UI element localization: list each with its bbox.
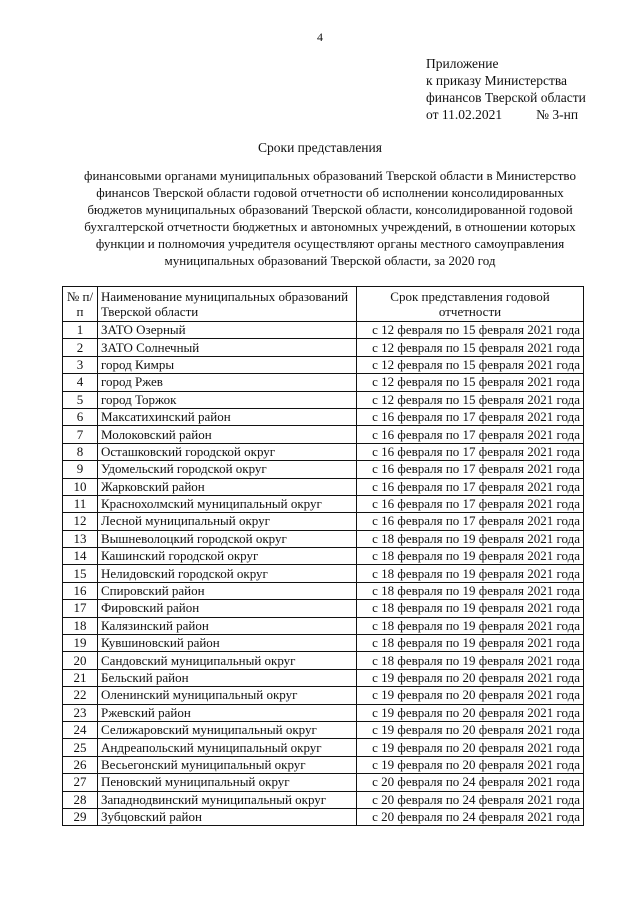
row-number: 8 [63,443,98,460]
row-number: 23 [63,704,98,721]
row-number: 3 [63,356,98,373]
row-municipality: Бельский район [98,669,357,686]
table-header-row [63,287,584,322]
table-row [63,808,584,825]
row-term: с 18 февраля по 19 февраля 2021 года [357,582,584,599]
row-number: 27 [63,774,98,791]
row-term: с 19 февраля по 20 февраля 2021 года [357,756,584,773]
row-number: 19 [63,635,98,652]
row-municipality: Лесной муниципальный округ [98,513,357,530]
row-term: с 12 февраля по 15 февраля 2021 года [357,374,584,391]
row-number: 4 [63,374,98,391]
table-row [63,339,584,356]
row-municipality: Удомельский городской округ [98,461,357,478]
table-row [63,635,584,652]
table-row [63,408,584,425]
row-term: с 18 февраля по 19 февраля 2021 года [357,530,584,547]
appendix-date: от 11.02.2021 [426,107,503,122]
row-number: 14 [63,548,98,565]
row-number: 10 [63,478,98,495]
table-row [63,704,584,721]
table-row [63,426,584,443]
row-municipality: Ржевский район [98,704,357,721]
row-municipality: ЗАТО Озерный [98,322,357,339]
table-body [63,322,584,826]
table-row [63,600,584,617]
row-number: 26 [63,756,98,773]
row-term: с 12 февраля по 15 февраля 2021 года [357,356,584,373]
table-row [63,721,584,738]
table-row [63,461,584,478]
schedule-table [62,286,584,826]
row-term: с 18 февраля по 19 февраля 2021 года [357,617,584,634]
row-number: 16 [63,582,98,599]
table-row [63,322,584,339]
header-num: № п/п [63,287,98,322]
row-number: 20 [63,652,98,669]
appendix-block [426,55,586,123]
row-term: с 18 февраля по 19 февраля 2021 года [357,652,584,669]
table-row [63,548,584,565]
row-municipality: Кувшиновский район [98,635,357,652]
table-row [63,617,584,634]
row-term: с 12 февраля по 15 февраля 2021 года [357,391,584,408]
row-municipality: Селижаровский муниципальный округ [98,721,357,738]
row-number: 29 [63,808,98,825]
row-term: с 16 февраля по 17 февраля 2021 года [357,513,584,530]
row-municipality: ЗАТО Солнечный [98,339,357,356]
row-municipality: Краснохолмский муниципальный округ [98,495,357,512]
row-number: 13 [63,530,98,547]
document-title: Сроки представления [258,140,382,155]
row-term: с 12 февраля по 15 февраля 2021 года [357,322,584,339]
row-municipality: Западнодвинский муниципальный округ [98,791,357,808]
table-row [63,443,584,460]
row-term: с 19 февраля по 20 февраля 2021 года [357,721,584,738]
row-number: 2 [63,339,98,356]
row-term: с 19 февраля по 20 февраля 2021 года [357,739,584,756]
row-municipality: Жарковский район [98,478,357,495]
row-municipality: Осташковский городской округ [98,443,357,460]
row-municipality: Оленинский муниципальный округ [98,687,357,704]
table-row [63,495,584,512]
table-row [63,478,584,495]
row-municipality: Сандовский муниципальный округ [98,652,357,669]
row-term: с 18 февраля по 19 февраля 2021 года [357,548,584,565]
row-number: 24 [63,721,98,738]
appendix-order-ref: к приказу Министерства [426,73,568,88]
table-row [63,669,584,686]
row-number: 18 [63,617,98,634]
row-number: 25 [63,739,98,756]
row-term: с 18 февраля по 19 февраля 2021 года [357,565,584,582]
row-term: с 16 февраля по 17 февраля 2021 года [357,495,584,512]
appendix-ministry: финансов Тверской области [426,90,586,105]
row-number: 21 [63,669,98,686]
row-number: 22 [63,687,98,704]
table-row [63,739,584,756]
row-number: 7 [63,426,98,443]
row-number: 6 [63,408,98,425]
row-municipality: город Торжок [98,391,357,408]
row-municipality: Зубцовский район [98,808,357,825]
row-municipality: Кашинский городской округ [98,548,357,565]
row-municipality: Калязинский район [98,617,357,634]
row-municipality: Спировский район [98,582,357,599]
row-municipality: город Ржев [98,374,357,391]
row-term: с 20 февраля по 24 февраля 2021 года [357,791,584,808]
table-row [63,391,584,408]
row-term: с 18 февраля по 19 февраля 2021 года [357,600,584,617]
document-subtitle: финансовыми органами муниципальных образований Тверской области в Министерство финансов Тверской области годовой отчетности об исполнении консолидированных бюджетов муниципальных образований Тверской области, консолидированной годовой бухгалтерской отчетности бюджетных и автономных учреждений, в отношении которых функции и полномочия учредителя осуществляют органы местного самоуправления муниципальных образований Тверской области, за 2020 год [84,168,576,268]
row-municipality: Максатихинский район [98,408,357,425]
row-term: с 16 февраля по 17 февраля 2021 года [357,461,584,478]
row-municipality: Весьегонский муниципальный округ [98,756,357,773]
row-number: 5 [63,391,98,408]
header-term: Срок представления годовой отчетности [357,287,584,322]
row-municipality: город Кимры [98,356,357,373]
table-row [63,356,584,373]
row-term: с 20 февраля по 24 февраля 2021 года [357,774,584,791]
row-municipality: Вышневолоцкий городской округ [98,530,357,547]
table-row [63,756,584,773]
row-municipality: Пеновский муниципальный округ [98,774,357,791]
row-term: с 16 февраля по 17 февраля 2021 года [357,408,584,425]
row-number: 11 [63,495,98,512]
appendix-number: № 3-нп [536,107,579,122]
row-term: с 19 февраля по 20 февраля 2021 года [357,704,584,721]
row-term: с 19 февраля по 20 февраля 2021 года [357,687,584,704]
row-term: с 18 февраля по 19 февраля 2021 года [357,635,584,652]
table-row [63,374,584,391]
appendix-label: Приложение [426,56,499,71]
row-number: 9 [63,461,98,478]
table-row [63,687,584,704]
row-term: с 16 февраля по 17 февраля 2021 года [357,426,584,443]
row-municipality: Андреапольский муниципальный округ [98,739,357,756]
table-row [63,513,584,530]
row-term: с 19 февраля по 20 февраля 2021 года [357,669,584,686]
row-number: 15 [63,565,98,582]
table-row [63,791,584,808]
row-term: с 12 февраля по 15 февраля 2021 года [357,339,584,356]
page-number: 4 [317,30,323,44]
table-row [63,774,584,791]
row-term: с 20 февраля по 24 февраля 2021 года [357,808,584,825]
row-municipality: Фировский район [98,600,357,617]
row-number: 17 [63,600,98,617]
row-municipality: Нелидовский городской округ [98,565,357,582]
row-number: 1 [63,322,98,339]
row-number: 28 [63,791,98,808]
header-name: Наименование муниципальных образований Тверской области [98,287,357,322]
table-row [63,530,584,547]
appendix-date-line [426,106,586,123]
row-term: с 16 февраля по 17 февраля 2021 года [357,443,584,460]
table-row [63,565,584,582]
table-row [63,582,584,599]
row-term: с 16 февраля по 17 февраля 2021 года [357,478,584,495]
row-municipality: Молоковский район [98,426,357,443]
row-number: 12 [63,513,98,530]
table-row [63,652,584,669]
